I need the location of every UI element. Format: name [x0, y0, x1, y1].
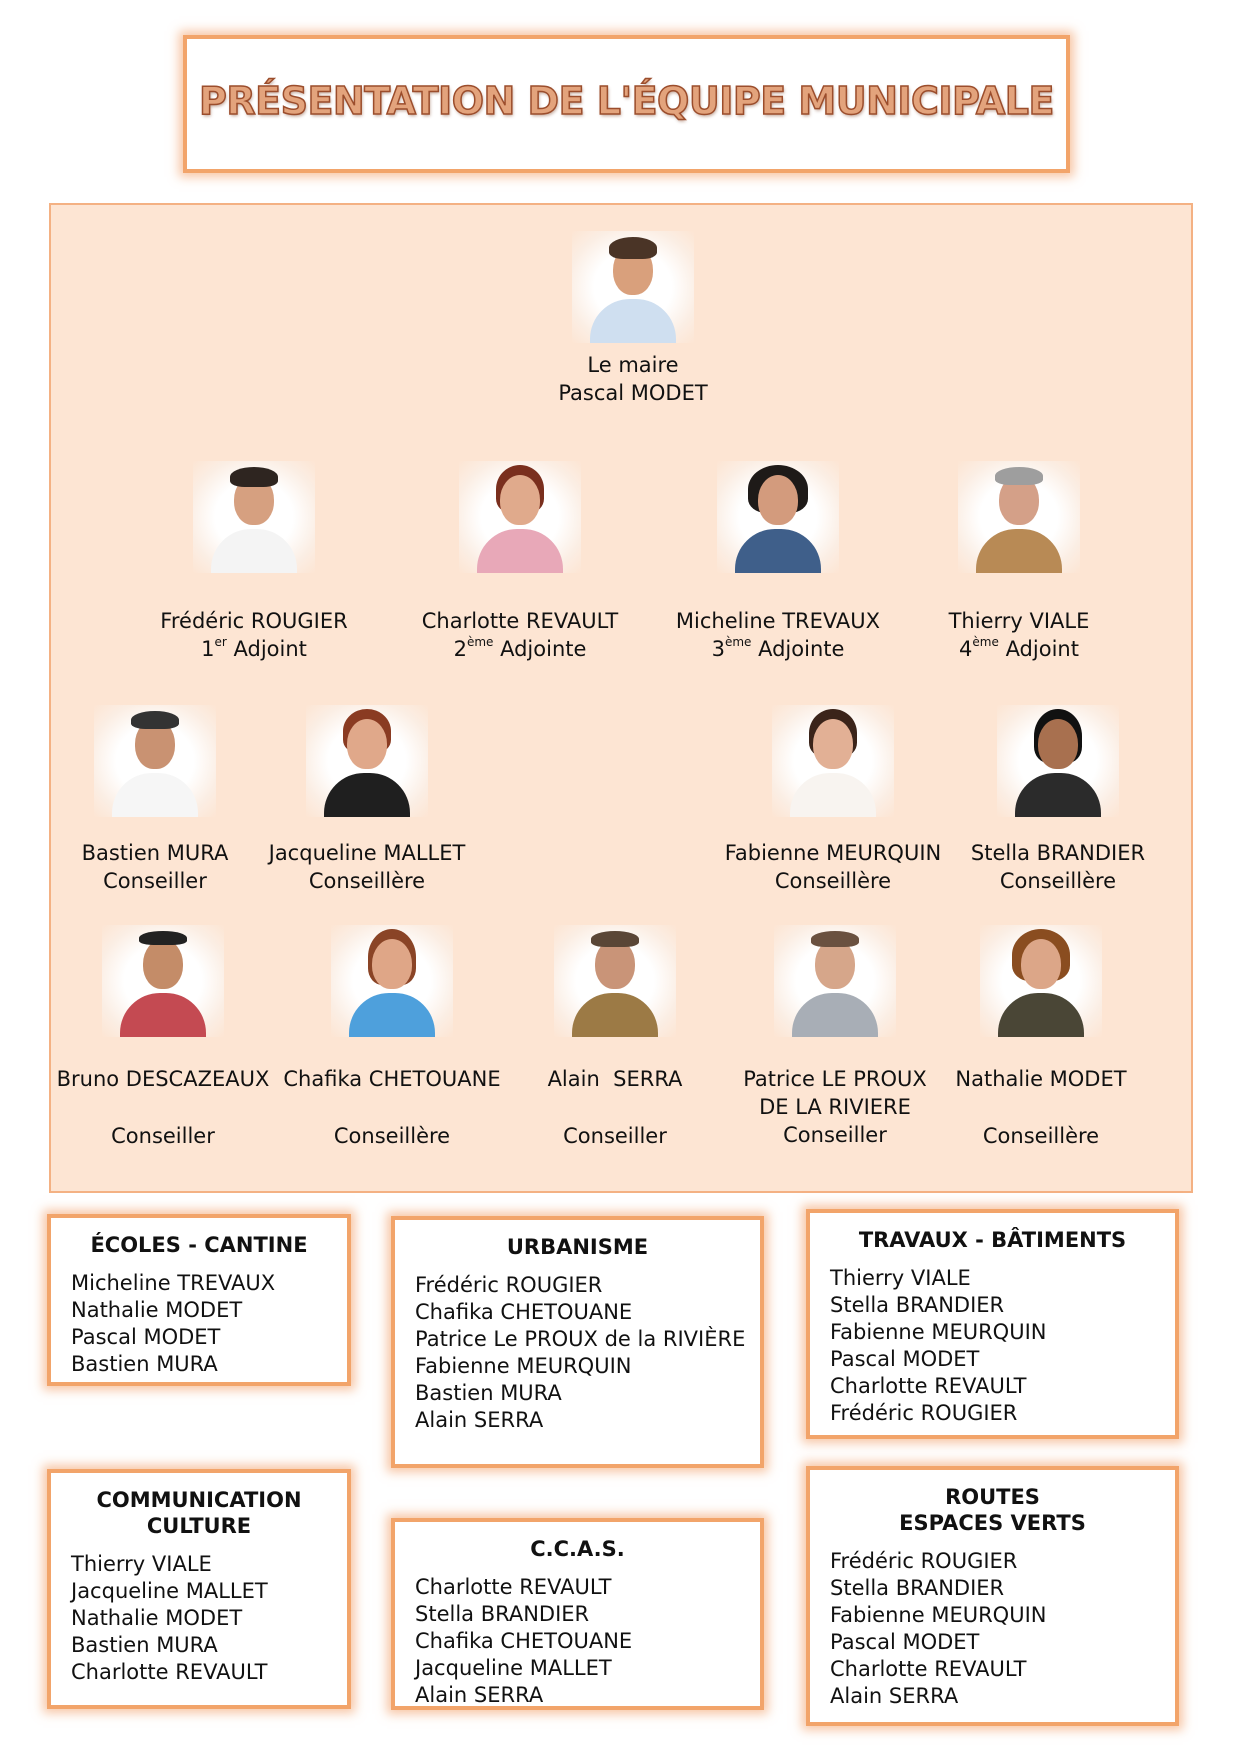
member-name: Bruno DESCAZEAUX	[56, 1067, 270, 1091]
member-name: Bastien MURA	[81, 841, 229, 865]
commission-member: Bastien MURA	[71, 1352, 218, 1376]
commission-member: Nathalie MODET	[71, 1606, 243, 1630]
member-name: Patrice LE PROUX	[743, 1067, 927, 1091]
commission-member: Frédéric ROUGIER	[830, 1401, 1018, 1425]
member-role: 1er Adjoint	[201, 635, 307, 661]
mayor-role: Le maire	[587, 353, 679, 377]
commission-member: Pascal MODET	[830, 1630, 980, 1654]
member-name: Jacqueline MALLET	[268, 841, 466, 865]
commission-member: Alain SERRA	[415, 1683, 544, 1707]
commission-member: Bastien MURA	[71, 1633, 218, 1657]
commission-travaux	[806, 1209, 1179, 1439]
member-name: Alain SERRA	[547, 1067, 683, 1091]
member-name: Charlotte REVAULT	[421, 609, 619, 633]
member-name: Fabienne MEURQUIN	[724, 841, 942, 865]
member-conseiller	[510, 925, 720, 1150]
member-name: Nathalie MODET	[955, 1067, 1127, 1091]
portrait-photo	[572, 231, 694, 343]
commission-member: Patrice Le PROUX de la RIVIÈRE	[415, 1327, 746, 1351]
portrait-photo	[774, 925, 896, 1037]
commission-member: Jacqueline MALLET	[71, 1579, 268, 1603]
member-role: Conseillère	[308, 869, 426, 893]
member-role: 3ème Adjointe	[711, 635, 845, 661]
team-panel	[49, 203, 1193, 1193]
commission-title: ÉCOLES - CANTINE	[90, 1233, 308, 1257]
member-conseiller	[941, 925, 1141, 1150]
member-name: Micheline TREVAUX	[675, 609, 881, 633]
member-name: Chafika CHETOUANE	[283, 1067, 501, 1091]
portrait-photo	[958, 461, 1080, 573]
commission-member: Fabienne MEURQUIN	[830, 1603, 1047, 1627]
member-conseiller	[247, 705, 487, 895]
member-role: Conseillère	[999, 869, 1117, 893]
member-adjoint	[899, 461, 1139, 663]
commission-member: Stella BRANDIER	[415, 1602, 590, 1626]
portrait-photo	[717, 461, 839, 573]
commission-title: COMMUNICATION	[96, 1488, 302, 1512]
commission-member: Chafika CHETOUANE	[415, 1629, 633, 1653]
member-adjoint	[134, 461, 374, 663]
member-role: Conseillère	[982, 1124, 1100, 1148]
member-name-line2: DE LA RIVIERE	[759, 1095, 911, 1119]
commission-routes	[806, 1466, 1179, 1726]
commission-title-line2: ESPACES VERTS	[899, 1511, 1086, 1535]
commission-member: Alain SERRA	[830, 1684, 959, 1708]
commission-title: ROUTES	[945, 1485, 1040, 1509]
portrait-photo	[331, 925, 453, 1037]
commission-member: Fabienne MEURQUIN	[415, 1354, 632, 1378]
commission-member: Jacqueline MALLET	[415, 1656, 612, 1680]
member-name: Frédéric ROUGIER	[160, 609, 348, 633]
member-conseiller	[277, 925, 507, 1150]
commission-member: Bastien MURA	[415, 1381, 562, 1405]
portrait-photo	[102, 925, 224, 1037]
member-role: 2ème Adjointe	[453, 635, 587, 661]
portrait-photo	[554, 925, 676, 1037]
commission-member: Charlotte REVAULT	[415, 1575, 612, 1599]
commission-ecoles	[47, 1214, 351, 1386]
commission-title: C.C.A.S.	[530, 1537, 625, 1561]
commission-urbanisme	[391, 1216, 764, 1468]
commission-member: Charlotte REVAULT	[830, 1374, 1027, 1398]
commission-member: Charlotte REVAULT	[830, 1657, 1027, 1681]
portrait-photo	[193, 461, 315, 573]
commission-member: Stella BRANDIER	[830, 1576, 1005, 1600]
commission-member: Charlotte REVAULT	[71, 1660, 268, 1684]
member-role: Conseillère	[774, 869, 892, 893]
commission-member: Frédéric ROUGIER	[415, 1273, 603, 1297]
member-adjoint	[658, 461, 898, 663]
member-role: Conseillère	[333, 1124, 451, 1148]
commission-member: Pascal MODET	[830, 1347, 980, 1371]
member-mayor	[513, 231, 753, 407]
portrait-photo	[94, 705, 216, 817]
member-role: 4ème Adjoint	[959, 635, 1079, 661]
member-role: Conseiller	[103, 869, 207, 893]
member-adjoint	[400, 461, 640, 663]
member-conseiller	[713, 705, 953, 895]
page-title: PRÉSENTATION DE L'ÉQUIPE MUNICIPALE	[199, 79, 1054, 123]
commission-title-line2: CULTURE	[146, 1514, 252, 1538]
member-role: Conseiller	[563, 1124, 667, 1148]
member-conseiller	[53, 925, 273, 1150]
commission-member: Micheline TREVAUX	[71, 1271, 276, 1295]
commission-communication	[47, 1469, 351, 1709]
portrait-photo	[980, 925, 1102, 1037]
commission-member: Chafika CHETOUANE	[415, 1300, 633, 1324]
title-banner	[183, 35, 1070, 173]
commission-ccas	[391, 1518, 764, 1710]
commission-title: URBANISME	[506, 1235, 649, 1259]
member-conseiller	[45, 705, 265, 895]
portrait-photo	[997, 705, 1119, 817]
commission-member: Pascal MODET	[71, 1325, 221, 1349]
commission-member: Alain SERRA	[415, 1408, 544, 1432]
member-role: Conseiller	[111, 1124, 215, 1148]
portrait-photo	[772, 705, 894, 817]
commission-title: TRAVAUX - BÂTIMENTS	[858, 1228, 1127, 1252]
portrait-photo	[459, 461, 581, 573]
member-role: Conseiller	[783, 1123, 887, 1147]
commission-member: Nathalie MODET	[71, 1298, 243, 1322]
member-conseiller	[725, 925, 945, 1149]
member-name: Thierry VIALE	[948, 609, 1090, 633]
commission-member: Frédéric ROUGIER	[830, 1549, 1018, 1573]
commission-member: Fabienne MEURQUIN	[830, 1320, 1047, 1344]
portrait-photo	[306, 705, 428, 817]
member-conseiller	[948, 705, 1168, 895]
member-name: Stella BRANDIER	[970, 841, 1146, 865]
commission-member: Thierry VIALE	[830, 1266, 971, 1290]
commission-member: Thierry VIALE	[71, 1552, 212, 1576]
commission-member: Stella BRANDIER	[830, 1293, 1005, 1317]
mayor-name: Pascal MODET	[558, 381, 708, 405]
